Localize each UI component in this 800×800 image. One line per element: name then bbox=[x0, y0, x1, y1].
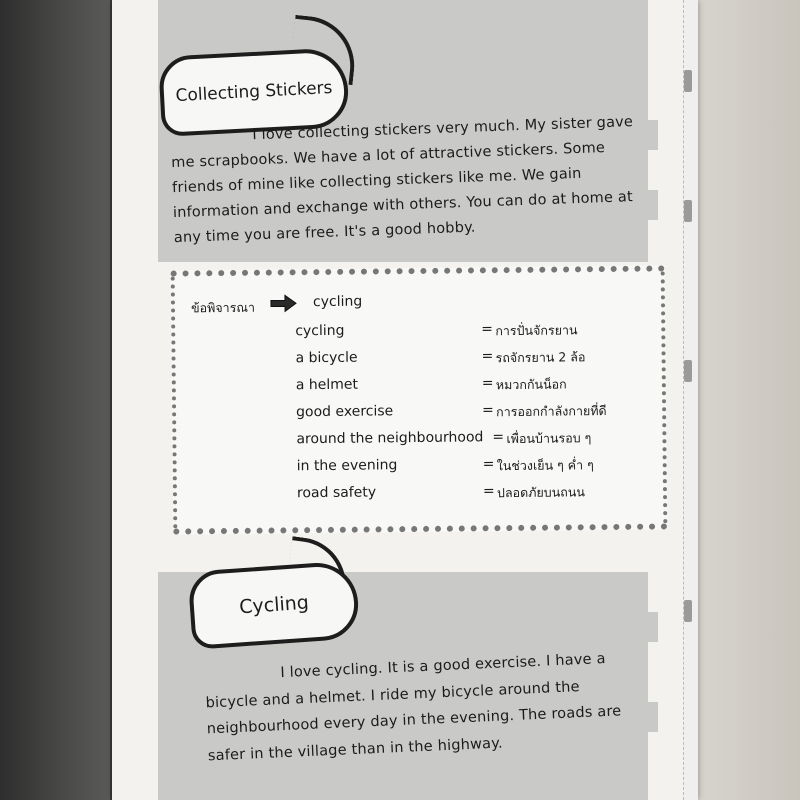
vocab-english: cycling bbox=[295, 322, 345, 340]
edge-tab bbox=[684, 70, 692, 92]
vocab-thai: รถจักรยาน 2 ล้อ bbox=[495, 349, 586, 366]
vocab-equals: = bbox=[482, 456, 495, 473]
vocab-thai: ปลอดภัยบนถนน bbox=[496, 484, 585, 501]
vocabulary-heading: ข้อพิจารณา bbox=[190, 299, 256, 316]
vocabulary-row bbox=[295, 320, 650, 346]
edge-tab bbox=[684, 200, 692, 222]
vocab-thai: หมวกกันน็อก bbox=[495, 376, 567, 393]
section2-title: Cycling bbox=[238, 591, 310, 619]
vocabulary-box bbox=[171, 265, 668, 534]
vocab-english: road safety bbox=[296, 484, 377, 502]
page-edge-strip bbox=[683, 0, 698, 800]
vocabulary-row bbox=[295, 347, 650, 373]
vocab-english: a helmet bbox=[295, 376, 359, 394]
vocab-english: a bicycle bbox=[295, 349, 358, 367]
vocabulary-row bbox=[297, 482, 652, 508]
vocabulary-row bbox=[296, 374, 651, 400]
section1-title: Collecting Stickers bbox=[175, 77, 333, 107]
section1-paragraph: I love collecting stickers very much. My sister gave me scrapbooks. We have a lot of attractive stickers. Some friends of mine like collecting stickers like me. We gain information and exchange with others. You can do at home at any time you are free. It's a good hobby. bbox=[170, 114, 634, 247]
vocab-equals: = bbox=[481, 375, 494, 392]
vocab-english: in the evening bbox=[296, 457, 398, 475]
vocab-equals: = bbox=[482, 483, 495, 500]
background-right bbox=[690, 0, 800, 800]
vocab-thai: การปั่นจักรยาน bbox=[495, 322, 578, 339]
book-page bbox=[112, 0, 698, 800]
section2-title-bubble bbox=[187, 560, 360, 650]
vocabulary-row bbox=[296, 401, 651, 427]
vocab-equals: = bbox=[481, 321, 494, 338]
edge-tab bbox=[684, 600, 692, 622]
vocabulary-row bbox=[297, 455, 652, 481]
right-arrow-icon bbox=[269, 294, 297, 312]
vocab-thai: เพื่อนบ้านรอบ ๆ bbox=[506, 430, 592, 447]
section2-paragraph: I love cycling. It is a good exercise. I have a bicycle and a helmet. I ride my bicycle around the neighbourhood every day in the evening. The roads are safer in the village than in the highway. bbox=[205, 650, 622, 764]
vocab-english: good exercise bbox=[296, 403, 394, 421]
vocab-equals: = bbox=[482, 402, 494, 419]
vocab-equals: = bbox=[492, 429, 505, 446]
vocab-thai: การออกกำลังกายที่ดี bbox=[496, 403, 607, 420]
vocab-thai: ในช่วงเย็น ๆ ค่ำ ๆ bbox=[496, 457, 594, 474]
vocab-equals: = bbox=[481, 348, 494, 365]
vocab-english: around the neighbourhood bbox=[296, 429, 484, 448]
background-left bbox=[0, 0, 110, 800]
edge-tab bbox=[684, 360, 692, 382]
vocabulary-topic: cycling bbox=[312, 293, 363, 311]
vocabulary-row bbox=[296, 428, 651, 454]
